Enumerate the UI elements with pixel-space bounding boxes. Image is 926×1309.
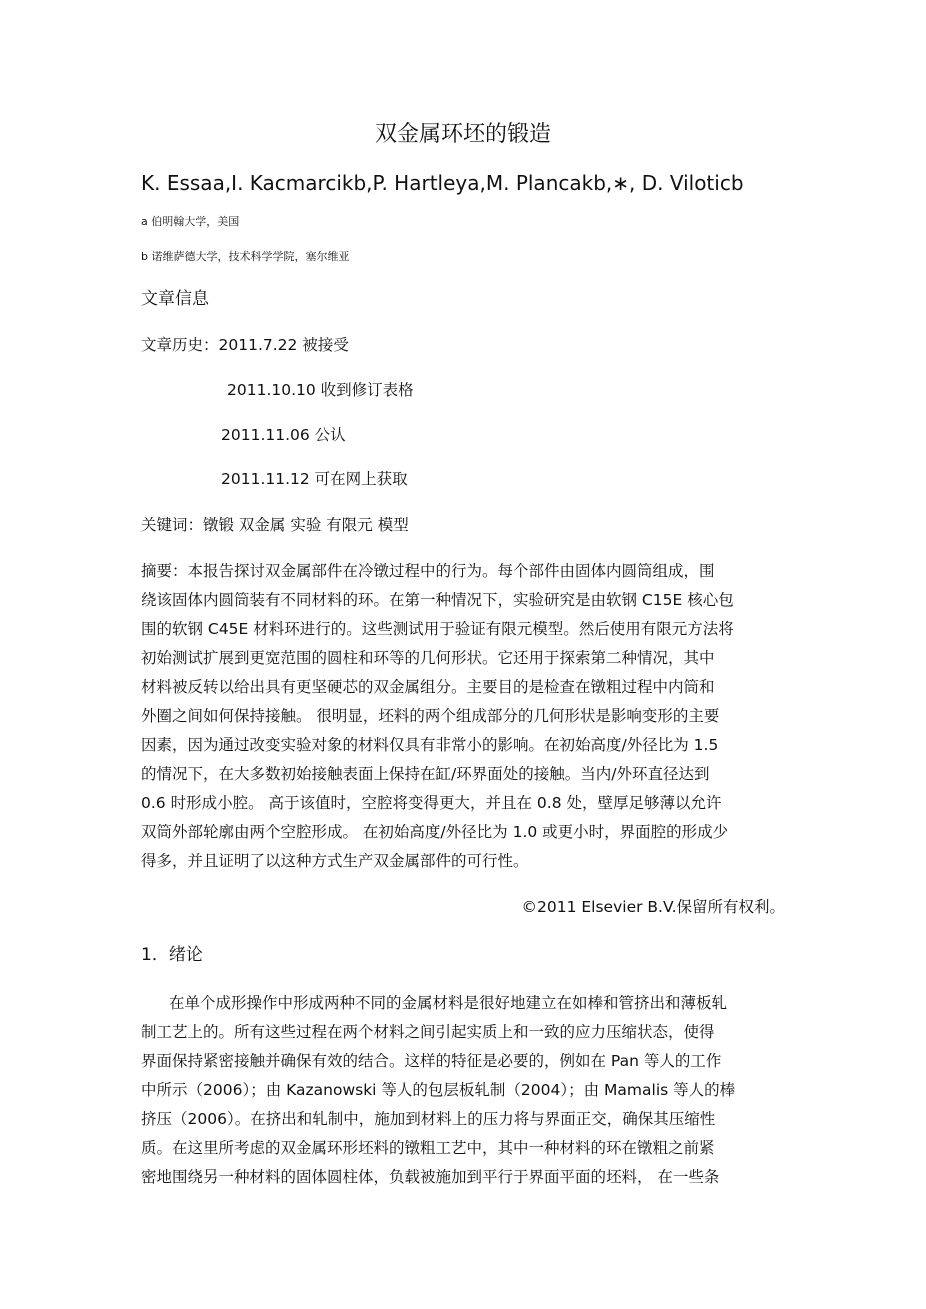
article-history-accepted: 2011.11.06 公认	[221, 426, 346, 444]
abstract-line: 的情况下，在大多数初始接触表面上保持在缸/环界面处的接触。当内/外环直径达到	[141, 765, 710, 783]
article-info-heading: 文章信息	[141, 289, 209, 309]
paragraph-line: 密地围绕另一种材料的固体圆柱体，负载被施加到平行于界面平面的坯料， 在一些条	[141, 1168, 720, 1186]
article-history-revised: 2011.10.10 收到修订表格	[227, 381, 414, 399]
section-1-heading: 1．绪论	[141, 945, 203, 965]
paragraph-line: 挤压（2006）。在挤出和轧制中，施加到材料上的压力将与界面正交，确保其压缩性	[141, 1110, 716, 1128]
article-history-online: 2011.11.12 可在网上获取	[221, 470, 408, 488]
abstract-line: 摘要：本报告探讨双金属部件在冷镦过程中的行为。每个部件由固体内圆筒组成，围	[141, 562, 715, 580]
affiliation-a: a 伯明翰大学，美国	[141, 215, 240, 228]
abstract-line: 0.6 时形成小腔。 高于该值时，空腔将变得更大，并且在 0.8 处，壁厚足够薄以允许	[141, 794, 722, 812]
paragraph-line: 制工艺上的。所有这些过程在两个材料之间引起实质上和一致的应力压缩状态，使得	[141, 1023, 715, 1041]
article-history-received: 文章历史：2011.7.22 被接受	[141, 336, 349, 354]
abstract-line: 围的软钢 C45E 材料环进行的。这些测试用于验证有限元模型。然后使用有限元方法将	[141, 620, 734, 638]
paragraph-line: 质。在这里所考虑的双金属环形坯料的镦粗工艺中，其中一种材料的环在镦粗之前紧	[141, 1139, 715, 1157]
paragraph-line: 界面保持紧密接触并确保有效的结合。这样的特征是必要的，例如在 Pan 等人的工作	[141, 1052, 722, 1070]
copyright-notice: ©2011 Elsevier B.V.保留所有权利。	[521, 898, 785, 916]
keywords: 关键词：镦锻 双金属 实验 有限元 模型	[141, 516, 409, 534]
abstract-line: 材料被反转以给出具有更坚硬芯的双金属组分。主要目的是检查在镦粗过程中内筒和	[141, 678, 715, 696]
author-list: K. Essaa,I. Kacmarcikb,P. Hartleya,M. Plancakb,∗, D. Viloticb	[141, 171, 744, 195]
paragraph-line: 中所示（2006）；由 Kazanowski 等人的包层板轧制（2004）；由 Mamalis 等人的棒	[141, 1081, 736, 1099]
abstract-line: 外圈之间如何保持接触。 很明显，坯料的两个组成部分的几何形状是影响变形的主要	[141, 707, 720, 725]
abstract-line: 绕该固体内圆筒装有不同材料的环。在第一种情况下，实验研究是由软钢 C15E 核心包	[141, 591, 734, 609]
paper-title: 双金属环坯的锻造	[374, 122, 551, 147]
abstract-line: 双筒外部轮廓由两个空腔形成。 在初始高度/外径比为 1.0 或更小时，界面腔的形成少	[141, 823, 729, 841]
paragraph-line: 在单个成形操作中形成两种不同的金属材料是很好地建立在如棒和管挤出和薄板轧	[169, 994, 728, 1012]
abstract-line: 因素，因为通过改变实验对象的材料仅具有非常小的影响。在初始高度/外径比为 1.5	[141, 736, 719, 754]
affiliation-b: b 诺维萨德大学，技术科学学院，塞尔维亚	[141, 250, 350, 263]
abstract-line: 得多，并且证明了以这种方式生产双金属部件的可行性。	[141, 852, 529, 870]
abstract-line: 初始测试扩展到更宽范围的圆柱和环等的几何形状。它还用于探索第二种情况，其中	[141, 649, 715, 667]
